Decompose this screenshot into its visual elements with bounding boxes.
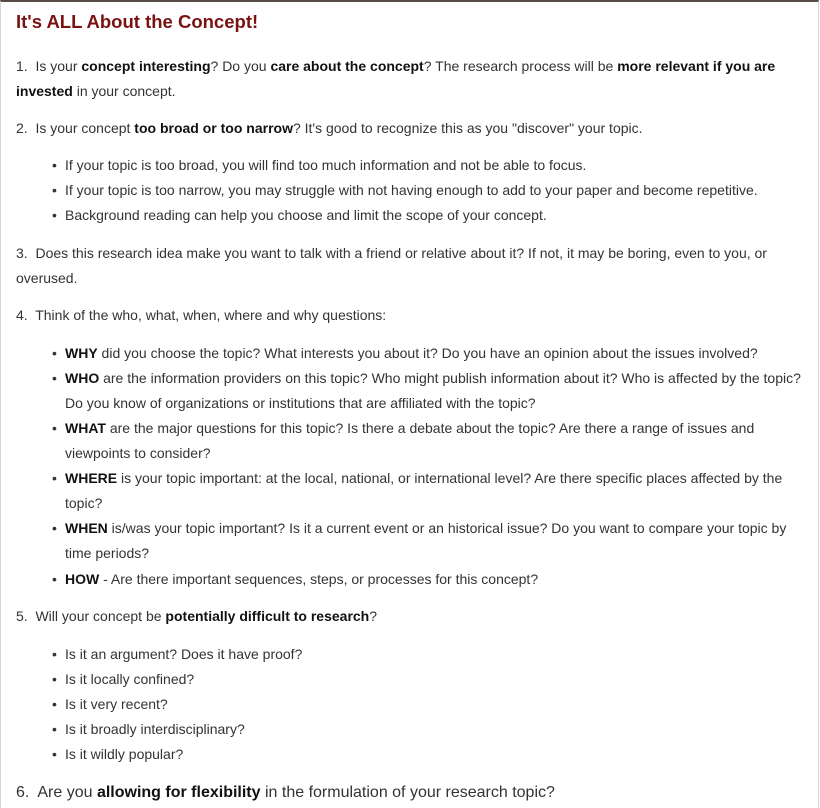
- list-item: • WHO are the information providers on this topic? Who might publish information about it? Who is affected by the topic? Do you know of organizations or institutions that are affiliated with the topic?: [65, 366, 816, 416]
- question-5: 5. Will your concept be potentially difficult to research?: [16, 608, 378, 624]
- page-title: It's ALL About the Concept!: [16, 11, 259, 32]
- bullet-icon: •: [52, 420, 57, 436]
- list-item: • Is it broadly interdisciplinary?: [65, 717, 816, 742]
- list-item: • WHERE is your topic important: at the local, national, or international level? Are there specific places affected by the topic?: [65, 466, 816, 516]
- question-4: 4. Think of the who, what, when, where and why questions:: [16, 307, 387, 323]
- question-6: 6. Are you allowing for flexibility in the formulation of your research topic?: [16, 784, 555, 801]
- list-item: • WHEN is/was your topic important? Is it a current event or an historical issue? Do you want to compare your topic by time periods?: [65, 516, 816, 566]
- bullet-icon: •: [52, 207, 57, 223]
- question-number: 2.: [16, 120, 28, 136]
- list-item: • Is it an argument? Does it have proof?: [65, 642, 816, 667]
- bullet-icon: •: [52, 646, 57, 662]
- list-item: • WHAT are the major questions for this topic? Is there a debate about the topic? Are there a range of issues and viewpoints to consider?: [65, 416, 816, 466]
- bullet-icon: •: [52, 671, 57, 687]
- question-1: 1. Is your concept interesting? Do you care about the concept? The research process will be more relevant if you are invested in your concept.: [16, 58, 776, 99]
- list-item: • If your topic is too narrow, you may struggle with not having enough to add to your paper and become repetitive.: [65, 178, 816, 203]
- list-item: • WHY did you choose the topic? What interests you about it? Do you have an opinion about the issues involved?: [65, 341, 816, 366]
- bullet-icon: •: [52, 470, 57, 486]
- bullet-icon: •: [52, 370, 57, 386]
- list-item: • HOW - Are there important sequences, steps, or processes for this concept?: [65, 567, 816, 592]
- list-item: • Is it locally confined?: [65, 667, 816, 692]
- question-number: 4.: [16, 307, 28, 323]
- bullet-icon: •: [52, 571, 57, 587]
- list-item: • Is it wildly popular?: [65, 742, 816, 767]
- list-item: • If your topic is too broad, you will find too much information and not be able to focus.: [65, 153, 816, 178]
- list-item: • Is it very recent?: [65, 692, 816, 717]
- bullet-icon: •: [52, 721, 57, 737]
- question-3: 3. Does this research idea make you want to talk with a friend or relative about it? If not, it may be boring, even to you, or overused.: [16, 245, 767, 286]
- question-number: 1.: [16, 58, 28, 74]
- list-item: • Background reading can help you choose and limit the scope of your concept.: [65, 203, 816, 228]
- bullet-icon: •: [52, 746, 57, 762]
- question-number: 3.: [16, 245, 28, 261]
- bullet-icon: •: [52, 157, 57, 173]
- bullet-icon: •: [52, 520, 57, 536]
- question-number: 6.: [16, 784, 30, 801]
- question-number: 5.: [16, 608, 28, 624]
- bullet-icon: •: [52, 345, 57, 361]
- bullet-icon: •: [52, 182, 57, 198]
- bullet-icon: •: [52, 696, 57, 712]
- question-2: 2. Is your concept too broad or too narrow? It's good to recognize this as you "discover" your topic.: [16, 120, 643, 136]
